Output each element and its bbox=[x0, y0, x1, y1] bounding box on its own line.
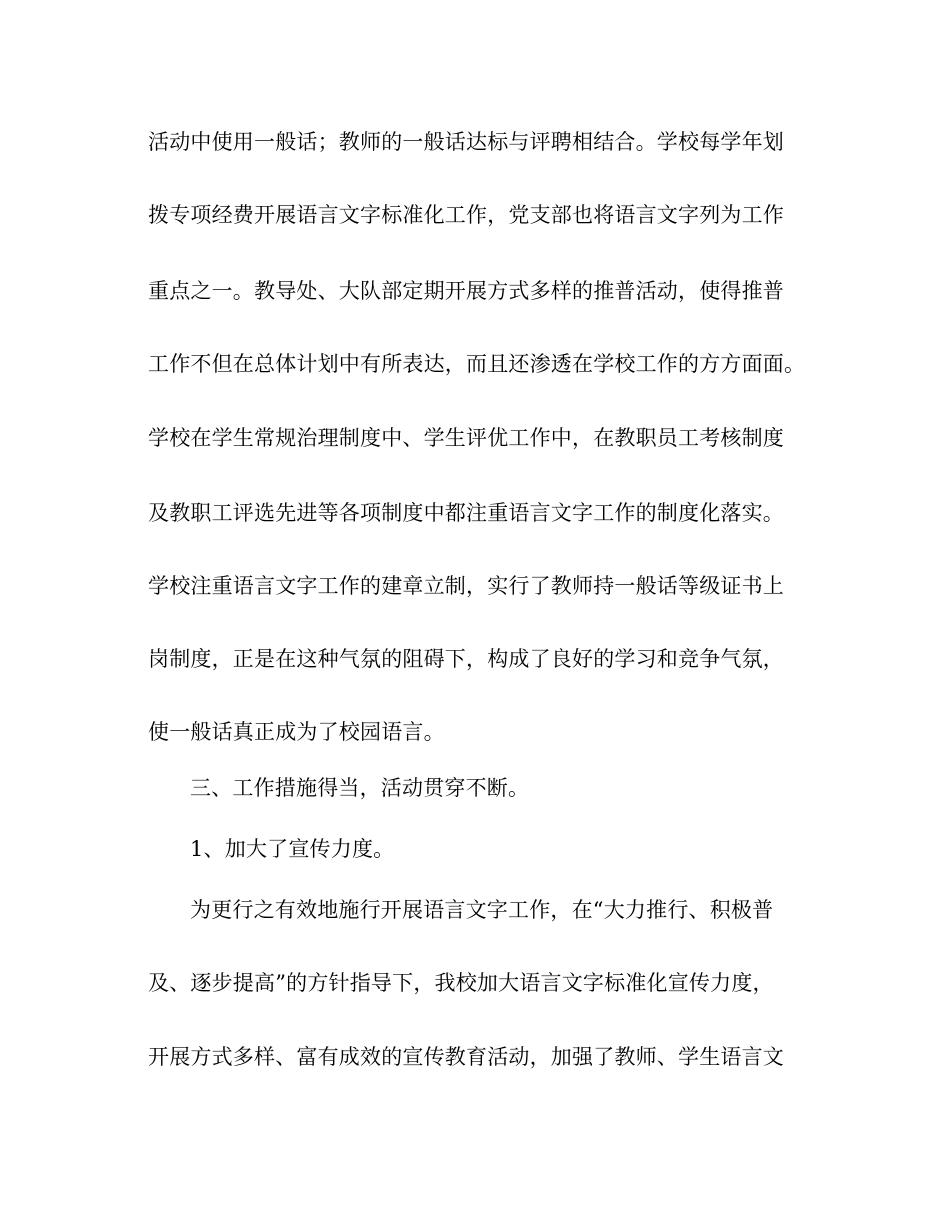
paragraph-line: 学校在学生常规治理制度中、学生评优工作中，在教职员工考核制度 bbox=[148, 426, 784, 450]
section-heading: 三、工作措施得当，活动贯穿不断。 bbox=[190, 776, 530, 800]
paragraph-line: 学校注重语言文字工作的建章立制，实行了教师持一般话等级证书上 bbox=[148, 574, 784, 598]
paragraph-line: 及、逐步提高”的方针指导下，我校加大语言文字标准化宣传力度， bbox=[148, 971, 774, 995]
paragraph-line: 使一般话真正成为了校园语言。 bbox=[148, 720, 445, 744]
paragraph-line: 岗制度，正是在这种气氛的阻碍下，构成了良好的学习和竞争气氛， bbox=[148, 647, 784, 671]
paragraph-line: 活动中使用一般话；教师的一般话达标与评聘相结合。学校每学年划 bbox=[148, 130, 784, 154]
paragraph-line: 工作不但在总体计划中有所表达，而且还渗透在学校工作的方方面面。 bbox=[148, 352, 806, 376]
paragraph-line: 拨专项经费开展语言文字标准化工作，党支部也将语言文字列为工作 bbox=[148, 203, 784, 227]
paragraph-line: 重点之一。教导处、大队部定期开展方式多样的推普活动，使得推普 bbox=[148, 279, 784, 303]
paragraph-line: 开展方式多样、富有成效的宣传教育活动，加强了教师、学生语言文 bbox=[148, 1045, 784, 1069]
paragraph-line: 及教职工评选先进等各项制度中都注重语言文字工作的制度化落实。 bbox=[148, 501, 784, 525]
subsection-heading: 1、加大了宣传力度。 bbox=[190, 837, 395, 861]
paragraph-line: 为更行之有效地施行开展语言文字工作，在“大力推行、积极普 bbox=[190, 898, 774, 922]
